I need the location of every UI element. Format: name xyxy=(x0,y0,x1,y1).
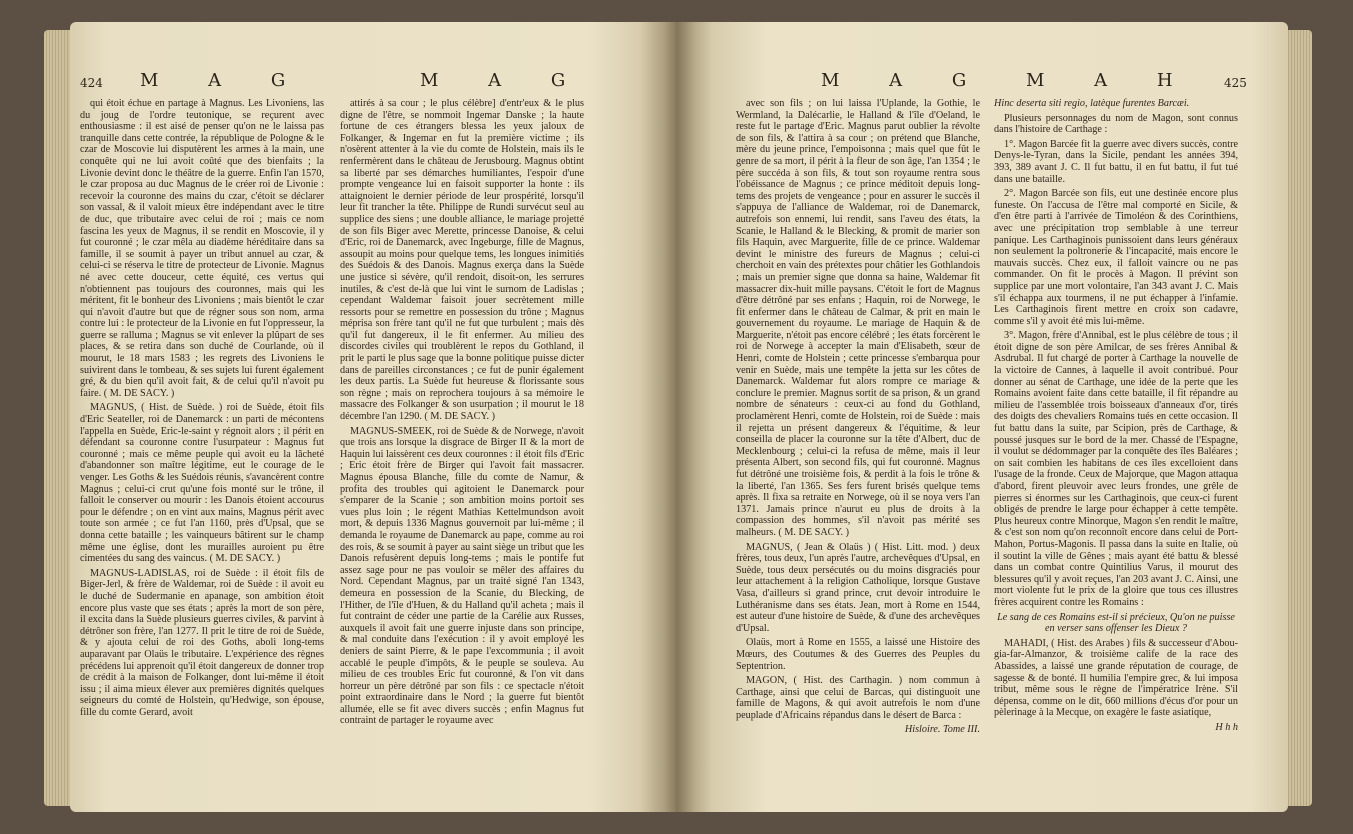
paragraph: Olaüs, mort à Rome en 1555, a laissé une Histoire des Mœurs, des Coutumes & des Guerres des Peuples du Septentrion. xyxy=(736,637,980,672)
paragraph: MAGNUS-SMEEK, roi de Suède & de Norwege, n'avoit que trois ans lorsque la disgrace de Birger II & la mort de Haquin lui laissèrent ces deux couronnes : il étoit fils d'Eric ; Eric étoit frère de Birger qui l'avoit fait massacrer. Magnus épousa Blanche, fille du comte de Namur, & profita des troubles qui agitoient le Danemarck pour s'emparer de la Scanie ; son ambition moins portoit ses vues plus loin ; le régent Mathias Kettelmundson avoit mort, & depuis 1336 Magnus gouvernoit par lui-même ; il demanda le royaume de Danemarck au pape, comme au roi des rois, & se soumit à payer au saint siège un tribut que les Danois refusèrent depuis long-tems ; mais le pontife fut assez sage pour ne pas vouloir se mêler des affaires du Nord. Cependant Magnus, par un traité signé l'an 1343, demeura en possession de la Scanie, du Blecking, de l'Hither, de l'île d'Huen, & du Halland qu'il acheta ; mais il fut contraint de céder une partie de la Carélie aux Russes, auxquels il avoit fait une guerre injuste dans son principe, & mal conduite dans l'exécution : il y avoit employé les deniers de saint Pierre, & le pape l'excommunia ; il avoit accablé le peuple d'impôts, & le peuple se souleva. Au milieu de ces troubles Eric fut couronné, & l'on vit dans horreur un père détrôné par son fils : ce spectacle n'étoit point extraordinaire dans le Nord ; la guerre fut bientôt allumée, elle se fit avec divers succès ; enfin Magnus fut contraint de partager le royaume avec xyxy=(340,425,584,727)
paragraph: Le sang de ces Romains est-il si précieux, Qu'on ne puisse en verser sans offenser les Dieux ? xyxy=(997,611,1235,635)
signature-line: H h h xyxy=(1215,721,1238,733)
paragraph: avec son fils ; on lui laissa l'Uplande, la Gothie, le Wermland, la Dalécarlie, le Halland & l'île d'Oeland, le reste fut le partage d'Eric. Magnus parut oublier la révolte de son fils, & l'attira à sa cour ; on prétend que Blanche, mère du jeune prince, l'empoisonna ; mais quel que fût le genre de sa mort, il périt à la fleur de son âge, l'an 1354 ; le père succéda à son fils, & tout son royaume rentra sous l'obéissance de Magnus ; ce prince méditoit depuis long-tems des projets de vengeance ; pour en assurer le succès il s'appuya de l'alliance de Waldemar, roi de Danemarck, autrefois son ennemi, lui rendit, sans l'aveu des états, la Scanie, le Halland & le Blecking, & promit de marier son fils Haquin, avec Marguerite, fille de ce prince. Waldemar devint le ministre des fureurs de Magnus ; celui-ci cherchoit en vain des prétextes pour châtier les Gothlandois ; mais un premier signe que donna sa haine, Waldemar fit massacrer dix-huit mille paysans. C'étoit le fort de Magnus d'être détrôné par ses enfans ; Haquin, roi de Norwege, le fit enfermer dans le château de Calmar, & prit en main le gouvernement du royaume. Le mariage de Haquin & de Marguerite, n'étoit pas encore célébré ; les états forcèrent le roi de Norwege à accepter la main d'Elisabeth, sœur de Henri, comte de Holstein ; cette princesse s'embarqua pour venir en Suède, mais une tempête la jetta sur les côtes de Danemarck. Waldemar fut alors rompre ce mariage & conclure le premier. Magnus sortit de sa prison, & un grand nombre de sénateurs : ceux-ci au fond du Gothland, proclamèrent Henri, comte de Holstein, roi de Suède : mais il rejetta un présent dangereux & l'équitime, & leur conseilla de placer la couronne sur la tête d'Albert, duc de Mecklenbourg ; celui-ci la refusa de même, mais il leur présenta Albert, son second fils, qui fut couronné. Magnus fut détrôné une troisième fois, & perdit à la fois le trône & la liberté, l'an 1365. Ses fers furent brisés quelque tems après. Il fixa sa retraite en Norwege, où il se noya vers l'an 1371. Jamais prince n'aurut eu plus de droits à la compassion des hommes, s'il n'avoit pas mérité ses malheurs. ( M. DE SACY. ) xyxy=(736,98,980,538)
right-page-edges xyxy=(1286,30,1312,806)
left-page-column-1 xyxy=(80,98,324,812)
paragraph: 3°. Magon, frère d'Annibal, est le plus célèbre de tous ; il étoit digne de son père Amilcar, de ses frères Annibal & Asdrubal. Il fut chargé de porter à Carthage la nouvelle de la victoire de Cannes, à laquelle il avoit contribué. Pour donner au sénat de Carthage, une idée de la perte que les Romains avoient faite dans cette bataille, il fit répandre au milieu de l'assemblée trois boisseaux d'anneaux d'or, tirés des doigts des chevaliers Romains tués en cette occasion. Il fut battu dans la suite, par Scipion, près de Carthage, & poussé jusques sur le bord de la mer. Chassé de l'Espagne, il voulut se dédommager par la conquête des îles Baléares ; on sait combien les habitans de ces îles excelloient dans l'usage de la fronde. Ceux de Majorque, que Magon attaqua d'abord, firent pleuvoir avec leurs frondes, une grêle de pierres si énormes sur les Carthaginois, que ceux-ci furent obligés de prendre le large pour échapper à cette tempête. Plus heureux contre Minorque, Magon s'en rendit le maître, & c'est son nom qu'on reconnoît encore dans celui de Port-Mahon, Portus-Magonis. Il passa dans la suite en Italie, où il soutint la ville de Gênes ; mais ayant été battu & blessé dans un combat contre Quintilius Varus, il mourut des blessures qu'il y avoit reçues, l'an 203 avant J. C. Ainsi, une mort violente fut le prix de la gloire que tous ces illustres frères acquirent contre les Romains : xyxy=(994,330,1238,608)
left-page-column-2 xyxy=(340,98,584,812)
right-running-head-1: M A G xyxy=(821,70,989,91)
left-running-head-1: M A G xyxy=(140,70,308,91)
paragraph: qui étoit échue en partage à Magnus. Les Livoniens, las du joug de l'ordre teutonique, se reçurent avec enthousiasme : il est aisé de penser qu'on ne le laissa pas tranquille dans cette contrée, la république de Pologne & le czar de Moscovie lui disputèrent les armes à la main, une conquête qui ne lui avoit coûté que des bienfaits ; la Livonie devint donc le théâtre de la guerre. Enfin l'an 1570, le czar proposa au duc Magnus de le créer roi de Livonie : recevoir la couronne des mains du czar, c'étoit se déclarer son vassal, & il valoit mieux être indépendant avec le titre de duc, que tributaire avec celui de roi ; mais ce nom fascina les yeux de Magnus, il se rendit en Moscovie, il y fut couronné ; le czar mêla au diadème héréditaire dans sa famille, il se soumit à payer un tribut annuel au czar, & celui-ci se réserva le titre de protecteur de Livonie. Magnus né avec cette douceur, cette équité, ces vertus qui n'obtiennent pas toujours des couronnes, mais qui les méritent, fit le bonheur des Livoniens ; mais bientôt le czar qui n'avoit d'autre but que de régner sous son nom, arma contre lui : le protecteur de la Livonie en fut l'oppresseur, la guerre se ralluma ; Magnus se vit enlever la plûpart de ses places, & se retira dans son duché de Courlande, où il mourut, le 18 mars 1583 ; les regrets des Livoniens le suivirent dans le tombeau, & ses sujets lui furent également gré, & du bien qu'il avoit fait, & de celui qu'il n'avoit pu faire. ( M. DE SACY. ) xyxy=(80,98,324,399)
left-page-edges xyxy=(44,30,72,806)
paragraph: 1°. Magon Barcée fit la guerre avec divers succès, contre Denys-le-Tyran, dans la Sicile, pendant les années 394, 393, 389 avant J. C. Il fut battu, il en fut battu, il fut tué dans une bataille. xyxy=(994,138,1238,185)
right-running-head-2: M A H xyxy=(1026,70,1195,91)
left-running-head-2: M A G xyxy=(420,70,588,91)
paragraph: Plusieurs personnages du nom de Magon, sont connus dans l'histoire de Carthage : xyxy=(994,112,1238,136)
left-page-header xyxy=(70,66,682,94)
right-page-number: 425 xyxy=(1224,76,1247,90)
right-page-column-2 xyxy=(994,98,1238,812)
paragraph: MAHADI, ( Hist. des Arabes ) fils & successeur d'Abou-gia-far-Almanzor, & troisième calife de la race des Abassides, a laissé une grande réputation de courage, de sagesse & de bonté. Il humilia l'empire grec, & lui imposa tribut, même sous le règne de l'impératrice Irène. S'il dépensa, comme on le dit, 660 millions d'écus d'or pour un pèlerinage à la Mecque, on exagère le faste asiatique, xyxy=(994,637,1238,719)
left-page xyxy=(70,22,682,812)
paragraph: MAGNUS-LADISLAS, roi de Suède : il étoit fils de Biger-Jerl, & frère de Waldemar, roi de Suède : il avoit eu le duché de Sudermanie en apanage, son ambition étoit encore plus vaste que ses états ; après la mort de son père, il excita dans la Suède plusieurs guerres civiles, & parvint à détrôner son frère, l'an 1277. Il prit le titre de roi de Suède, & y ajouta celui de roi des Goths, aboli long-tems auparavant par Olaüs le tributaire. L'expérience des règnes précédens lui apprenoit qu'il étoit dangereux de donner trop de crédit à la maison de Folkanger, dont lui-même il étoit issu ; il aima mieux élever aux premières dignités quelques seigneurs du comté de Holstein, qu'Hedwige, son épouse, fille du comte Gerard, avoit xyxy=(80,567,324,718)
left-page-number: 424 xyxy=(80,76,103,90)
paragraph: attirés à sa cour ; le plus célèbre] d'entr'eux & le plus digne de l'être, se nommoit Ingemar Danske ; la haute fortune de ces étrangers blessa les yeux jaloux de Folkanger, & Ingemar en fut la première victime ; ils n'osèrent attenter à la vie du comte de Holstein, mais ils le renfermèrent dans le château de Jerusbourg. Magnus obtint sa liberté par ses démarches humiliantes, l'espoir d'une prompte vengeance lui en faisoit supporter la honte : ils attaignoient le dernier période de leur prospérité, lorsqu'il leur fit trancher la tête. Philippe de Rundi survécut seul au supplice des siens ; une double alliance, le mariage projetté de son fils Biger avec Merette, princesse Danoise, & celui d'Eric, roi de Danemarck, avec Ingeburge, fille de Magnus, assoupit au moins pour quelque tems, les longues inimitiés des Suédois & des Danois. Magnus exerça dans la Suède une justice si sévère, qu'il rendoit, disoit-on, les serrures inutiles, & c'est de-là que lui vint le surnom de Ladislas ; cependant Waldemar faisoit jouer secrètement mille ressorts pour se remettre en possession du trône ; Magnus méprisa son frère tant qu'il ne fut que turbulent ; mais dès qu'il fut dangereux, il le fit enfermer. Au milieu des discordes civiles qui troublèrent le repos du Gothland, il prit le parti le plus sage que la bonne politique puisse dicter dans de pareilles circonstances ; ce fut de punir également les deux partis. La Suède fut heureuse & florissante sous son règne ; mais on reprochera toujours à sa mémoire le massacre des Folkanger & son usurpation ; il mourut le 18 décembre l'an 1290. ( M. DE SACY. ) xyxy=(340,98,584,423)
paragraph: MAGNUS, ( Hist. de Suède. ) roi de Suède, étoit fils d'Eric Seateller, roi de Danemarck : un parti de mécontens l'appella en Suède, Eric-le-saint y régnoit alors ; il périt en défendant sa couronne contre l'usurpateur : Magnus fut couronné ; mais ce même peuple qui avoit eu la lâcheté d'abandonner son maître légitime, eut le courage de le venger. Les Goths & les Suédois réunis, s'avancèrent contre Magnus ; celui-ci crut qu'une fois monté sur le trône, il falloit le conserver ou mourir : les Danois étoient accourus pour le défendre ; on en vint aux mains, Magnus périt avec toute son armée ; ce fut l'an 1160, près d'Upsal, que se donna cette bataille ; les vainqueurs bâtirent sur le champ même une église, dont les murailles auroient pu être cimentées du sang des vaincus. ( M. DE SACY. ) xyxy=(80,402,324,565)
paragraph: MAGNUS, ( Jean & Olaüs ) ( Hist. Litt. mod. ) deux frères, tous deux, l'un après l'autre, archevêques d'Upsal, en Suède, tous deux persécutés ou du moins disgraciés pour leur attachement à la religion Catholique, lorsque Gustave Vasa, d'ailleurs si grand prince, crut devoir introduire le Luthéranisme dans ses états. Jean, mort à Rome en 1544, est auteur d'une histoire de Suède, & d'une des archevêques d'Upsal. xyxy=(736,541,980,634)
gutter-shadow xyxy=(640,22,712,812)
signature-line: Hisloire. Tome III. xyxy=(904,724,980,736)
paragraph: 2°. Magon Barcée son fils, eut une destinée encore plus funeste. On l'accusa de l'être mal comporté en Sicile, & d'en être parti à l'arrivée de Timoléon & des Corinthiens, avec une précipitation trop semblable à une terreur panique. Les Carthaginois punissoient dans leurs généraux non seulement la poltronerie & l'incapacité, mais encore le mauvais succès. Chez eux, il falloit vaincre ou ne pas commander. On fit le procès à Magon. Il prévint son supplice par une mort volontaire, l'an 343 avant J. C. Mais s'il échappa aux tourmens, il ne put échapper à l'infamie. Les Carthaginois firent mettre en croix son cadavre, comme s'il y avoit été mis lui-même. xyxy=(994,188,1238,327)
right-page xyxy=(676,22,1288,812)
paragraph: Hinc deserta siti regio, latèque furentes Barcæi. xyxy=(994,98,1190,109)
right-page-column-1 xyxy=(736,98,980,812)
right-page-header xyxy=(676,66,1288,94)
paragraph: MAGON, ( Hist. des Carthagin. ) nom commun à Carthage, ainsi que celui de Barcas, qui distinguoit une famille de Magons, & qui avoit autrefois le nom d'une peuplade d'Africains répandus dans le désert de Barca : xyxy=(736,675,980,721)
